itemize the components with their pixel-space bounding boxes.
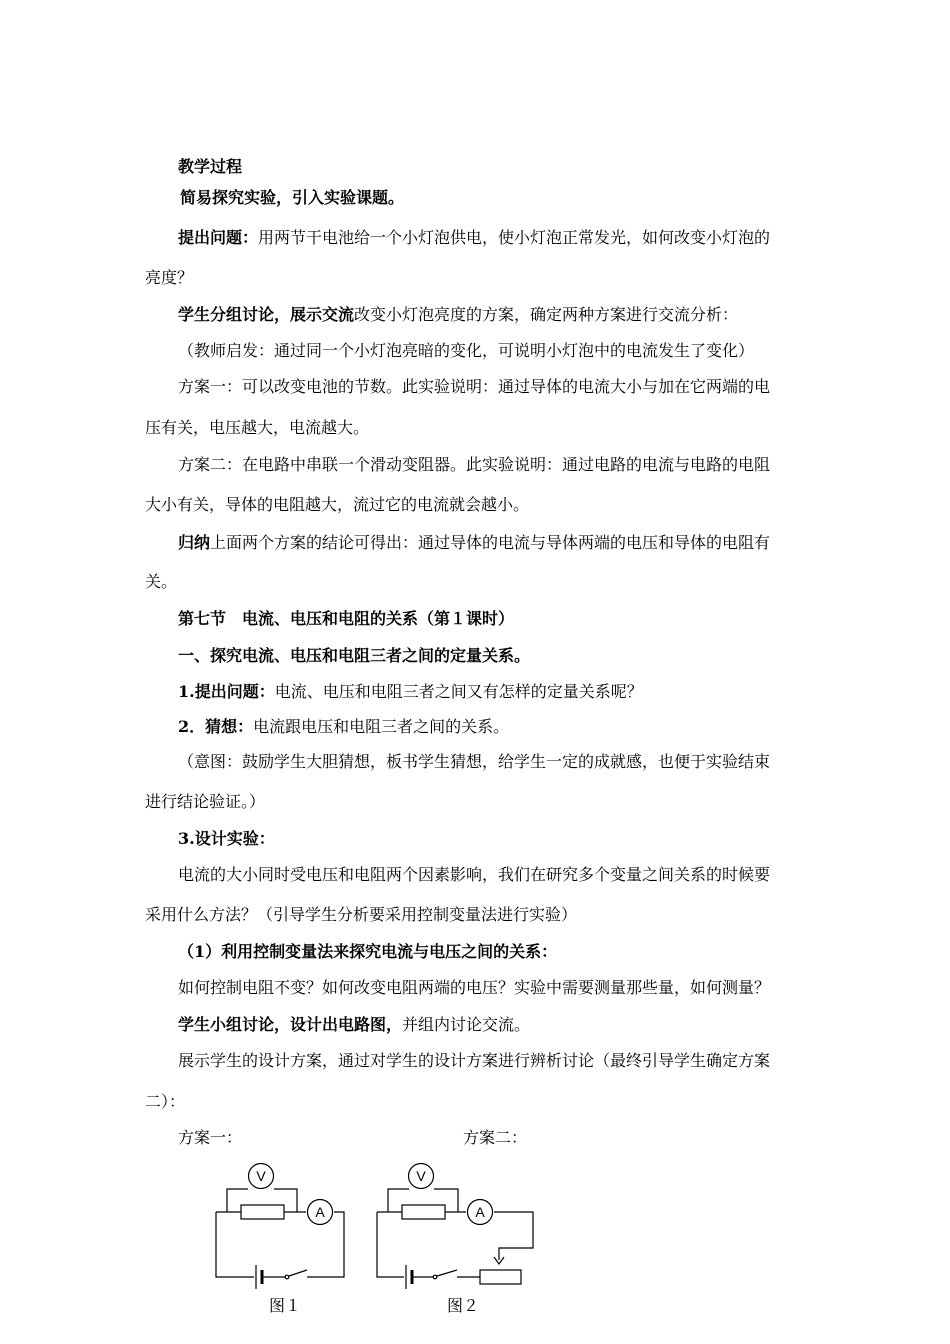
intro-line: 简易探究实验，引入实验课题。 <box>180 188 405 207</box>
lesson-title: 第七节 电流、电压和电阻的关系（第１课时） <box>178 609 515 628</box>
switch-2-blade <box>437 1270 457 1276</box>
summary-text-cont: 关。 <box>145 572 178 591</box>
design-text-cont: 采用什么方法？（引导学生分析要采用控制变量法进行实验） <box>145 905 578 924</box>
switch-1-pivot <box>285 1275 289 1279</box>
switch-1-blade <box>289 1270 307 1276</box>
intent-text-cont: 进行结论验证。） <box>145 792 266 811</box>
question-text: 用两节干电池给一个小灯泡供电，使小灯泡正常发光，如何改变小灯泡的 <box>258 228 771 247</box>
figure-2-caption: 图２ <box>447 1296 480 1315</box>
summary-label: 归纳 <box>178 533 211 552</box>
voltmeter-1-label: V <box>256 1168 266 1184</box>
plan-two-text: 方案二：在电路中串联一个滑动变阻器。此实验说明：通过电路的电流与电路的电阻 <box>178 455 771 474</box>
how-question: 如何控制电阻不变？如何改变电阻两端的电压？实验中需要测量那些量，如何测量？ <box>178 978 771 997</box>
step-two-label: 2．猜想： <box>178 717 254 736</box>
summary-text: 上面两个方案的结论可得出：通过导体的电流与导体两端的电压和导体的电阻有 <box>210 533 771 552</box>
question-label: 提出问题： <box>178 228 259 247</box>
design-text: 电流的大小同时受电压和电阻两个因素影响，我们在研究多个变量之间关系的时候要 <box>178 865 771 884</box>
circuit-2-left-wire <box>377 1212 404 1277</box>
discussion-label: 学生分组讨论，展示交流 <box>178 305 355 324</box>
section-heading: 教学过程 <box>178 157 243 176</box>
switch-2-pivot <box>433 1275 437 1279</box>
plan-two-text-cont: 大小有关，导体的电阻越大，流过它的电流就会越小。 <box>145 495 530 514</box>
show-text: 展示学生的设计方案，通过对学生的设计方案进行辨析讨论（最终引导学生确定方案 <box>178 1051 771 1070</box>
teacher-hint: （教师启发：通过同一个小灯泡亮暗的变化，可说明小灯泡中的电流发生了变化） <box>178 341 755 360</box>
group-text: 并组内讨论交流。 <box>402 1015 531 1034</box>
show-text-cont: 二）： <box>145 1092 186 1111</box>
discussion-text: 改变小灯泡亮度的方案，确定两种方案进行交流分析： <box>354 305 739 324</box>
plan-one-text: 方案一：可以改变电池的节数。此实验说明：通过导体的电流大小与加在它两端的电 <box>178 377 771 396</box>
circuit-1-left-wire <box>216 1212 254 1277</box>
sub-step-one: （1）利用控制变量法来探究电流与电压之间的关系： <box>178 942 558 961</box>
plan-one-text-cont: 压有关，电压越大，电流越大。 <box>145 418 370 437</box>
intent-text: （意图：鼓励学生大胆猜想，板书学生猜想，给学生一定的成就感，也便于实验结束 <box>178 752 771 771</box>
rheostat <box>480 1270 521 1284</box>
question-text-cont: 亮度？ <box>145 268 194 287</box>
step-one-text: 电流、电压和电阻三者之间又有怎样的定量关系呢？ <box>274 682 643 701</box>
figure-plan-one-label: 方案一： <box>178 1128 243 1147</box>
voltmeter-2-label: V <box>416 1168 426 1184</box>
circuit-1-wires <box>216 1212 344 1277</box>
circuit-figure-2 <box>377 1164 533 1290</box>
part-one-heading: 一、探究电流、电压和电阻三者之间的定量关系。 <box>178 646 531 665</box>
step-three-label: 3.设计实验： <box>178 829 275 848</box>
group-label: 学生小组讨论，设计出电路图， <box>178 1015 403 1034</box>
figure-plan-two-label: 方案二： <box>463 1128 528 1147</box>
circuit-2-wires <box>377 1212 533 1260</box>
circuit-figure-1 <box>216 1164 344 1290</box>
ammeter-2-label: A <box>475 1204 485 1220</box>
resistor-1 <box>241 1205 284 1219</box>
ammeter-1-label: A <box>315 1204 325 1220</box>
step-two-text: 电流跟电压和电阻三者之间的关系。 <box>253 717 510 736</box>
resistor-2 <box>402 1205 445 1219</box>
voltmeter-2-wires <box>388 1189 458 1212</box>
voltmeter-1-wires <box>227 1189 297 1212</box>
figure-1-caption: 图１ <box>269 1296 302 1315</box>
step-one-label: 1.提出问题： <box>178 682 275 701</box>
